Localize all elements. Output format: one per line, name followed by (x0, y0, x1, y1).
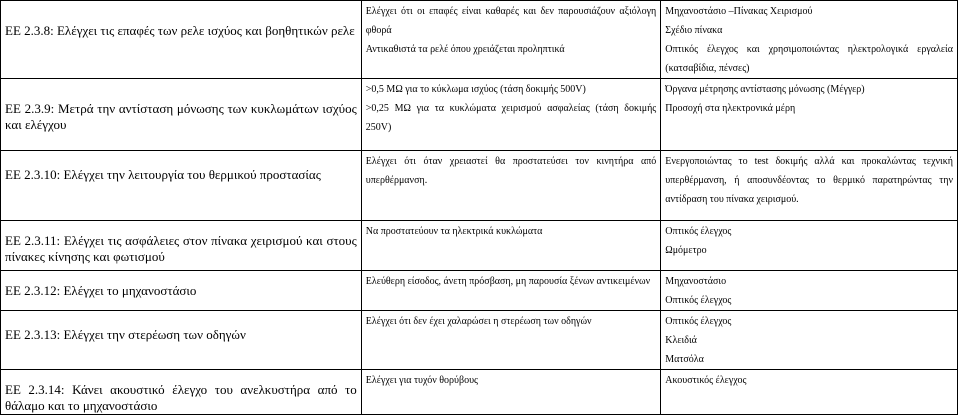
tool-item: Οπτικός έλεγχος (665, 226, 732, 237)
tools-cell (661, 221, 958, 271)
table-row (1, 221, 958, 271)
tool-item: Ματσόλα (665, 354, 704, 365)
tool-item: Οπτικός έλεγχος (665, 295, 732, 306)
table-row (1, 311, 958, 370)
tool-item: Ωμόμετρο (665, 245, 707, 256)
tool-item: Οπτικός έλεγχος και χρησιμοποιώντας ηλεκτρολογικά εργαλεία (κατσαβίδια, πένσες) (665, 44, 953, 74)
check-item: >0,25 MΩ για τα κυκλώματα χειρισμού ασφαλείας (τάση δοκιμής 250V) (365, 103, 657, 133)
check-item: Ελέγχει για τυχόν θορύβους (365, 375, 478, 386)
checks-cell (361, 221, 660, 271)
tools-cell (661, 79, 958, 151)
check-item: Ελέγχει ότι οι επαφές είναι καθαρές και δεν παρουσιάζουν αξιόλογη φθορά (365, 6, 657, 36)
tool-item: Μηχανοστάσιο (665, 276, 727, 287)
criterion-cell: ΕΕ 2.3.12: Ελέγχει το μηχανοστάσιο (1, 271, 362, 311)
criterion-cell: ΕΕ 2.3.11: Ελέγχει τις ασφάλειες στον πίνακα χειρισμού και στους πίνακες κίνησης και φωτισμού (1, 221, 362, 271)
table-row (1, 271, 958, 311)
tools-cell (661, 311, 958, 370)
criterion-cell: ΕΕ 2.3.14: Κάνει ακουστικό έλεγχο του ανελκυστήρα από το θάλαμο και το μηχανοστάσιο (1, 370, 362, 415)
criterion-cell: ΕΕ 2.3.13: Ελέγχει την στερέωση των οδηγών (1, 311, 362, 370)
tool-item: Οπτικός έλεγχος (665, 316, 732, 327)
checks-cell (361, 370, 660, 415)
tool-item: Μηχανοστάσιο –Πίνακας Χειρισμού (665, 6, 813, 17)
tools-cell (661, 370, 958, 415)
tool-item: Ενεργοποιώντας το test δοκιμής αλλά και προκαλώντας τεχνική υπερθέρμανση, ή αποσυνδέοντας το θερμικό παρατηρώντας την αντίδραση του πίνακα χειρισμού. (665, 156, 953, 205)
check-item: Ελέγχει ότι δεν έχει χαλαρώσει η στερέωση των οδηγών (365, 316, 592, 327)
check-item: Να προστατεύουν τα ηλεκτρικά κυκλώματα (365, 226, 543, 237)
check-item: Ελέγχει ότι όταν χρειαστεί θα προστατεύσει τον κινητήρα από υπερθέρμανση. (365, 156, 657, 186)
table-row (1, 151, 958, 221)
table-row (1, 79, 958, 151)
tool-item: Προσοχή στα ηλεκτρονικά μέρη (665, 103, 796, 114)
check-item: >0,5 MΩ για το κύκλωμα ισχύος (τάση δοκιμής 500V) (365, 84, 586, 95)
tools-cell (661, 1, 958, 79)
tool-item: Όργανα μέτρησης αντίστασης μόνωσης (Μέγγερ) (665, 84, 865, 95)
checks-cell (361, 271, 660, 311)
criterion-cell: ΕΕ 2.3.9: Μετρά την αντίσταση μόνωσης των κυκλωμάτων ισχύος και ελέγχου (1, 79, 362, 151)
table-row (1, 1, 958, 79)
tools-cell (661, 151, 958, 221)
checks-cell (361, 79, 660, 151)
check-item: Αντικαθιστά τα ρελέ όπου χρειάζεται προληπτικά (365, 44, 565, 55)
criterion-cell: ΕΕ 2.3.8: Ελέγχει τις επαφές των ρελε ισχύος και βοηθητικών ρελε (1, 1, 362, 79)
checks-cell (361, 311, 660, 370)
tool-item: Κλειδιά (665, 335, 697, 346)
table-row (1, 370, 958, 415)
tool-item: Ακουστικός έλεγχος (665, 375, 747, 386)
tool-item: Σχέδιο πίνακα (665, 25, 723, 36)
checks-cell (361, 1, 660, 79)
checks-cell (361, 151, 660, 221)
tools-cell (661, 271, 958, 311)
criterion-cell: ΕΕ 2.3.10: Ελέγχει την λειτουργία του θερμικού προστασίας (1, 151, 362, 221)
check-item: Ελεύθερη είσοδος, άνετη πρόσβαση, μη παρουσία ξένων αντικειμένων (365, 276, 651, 287)
